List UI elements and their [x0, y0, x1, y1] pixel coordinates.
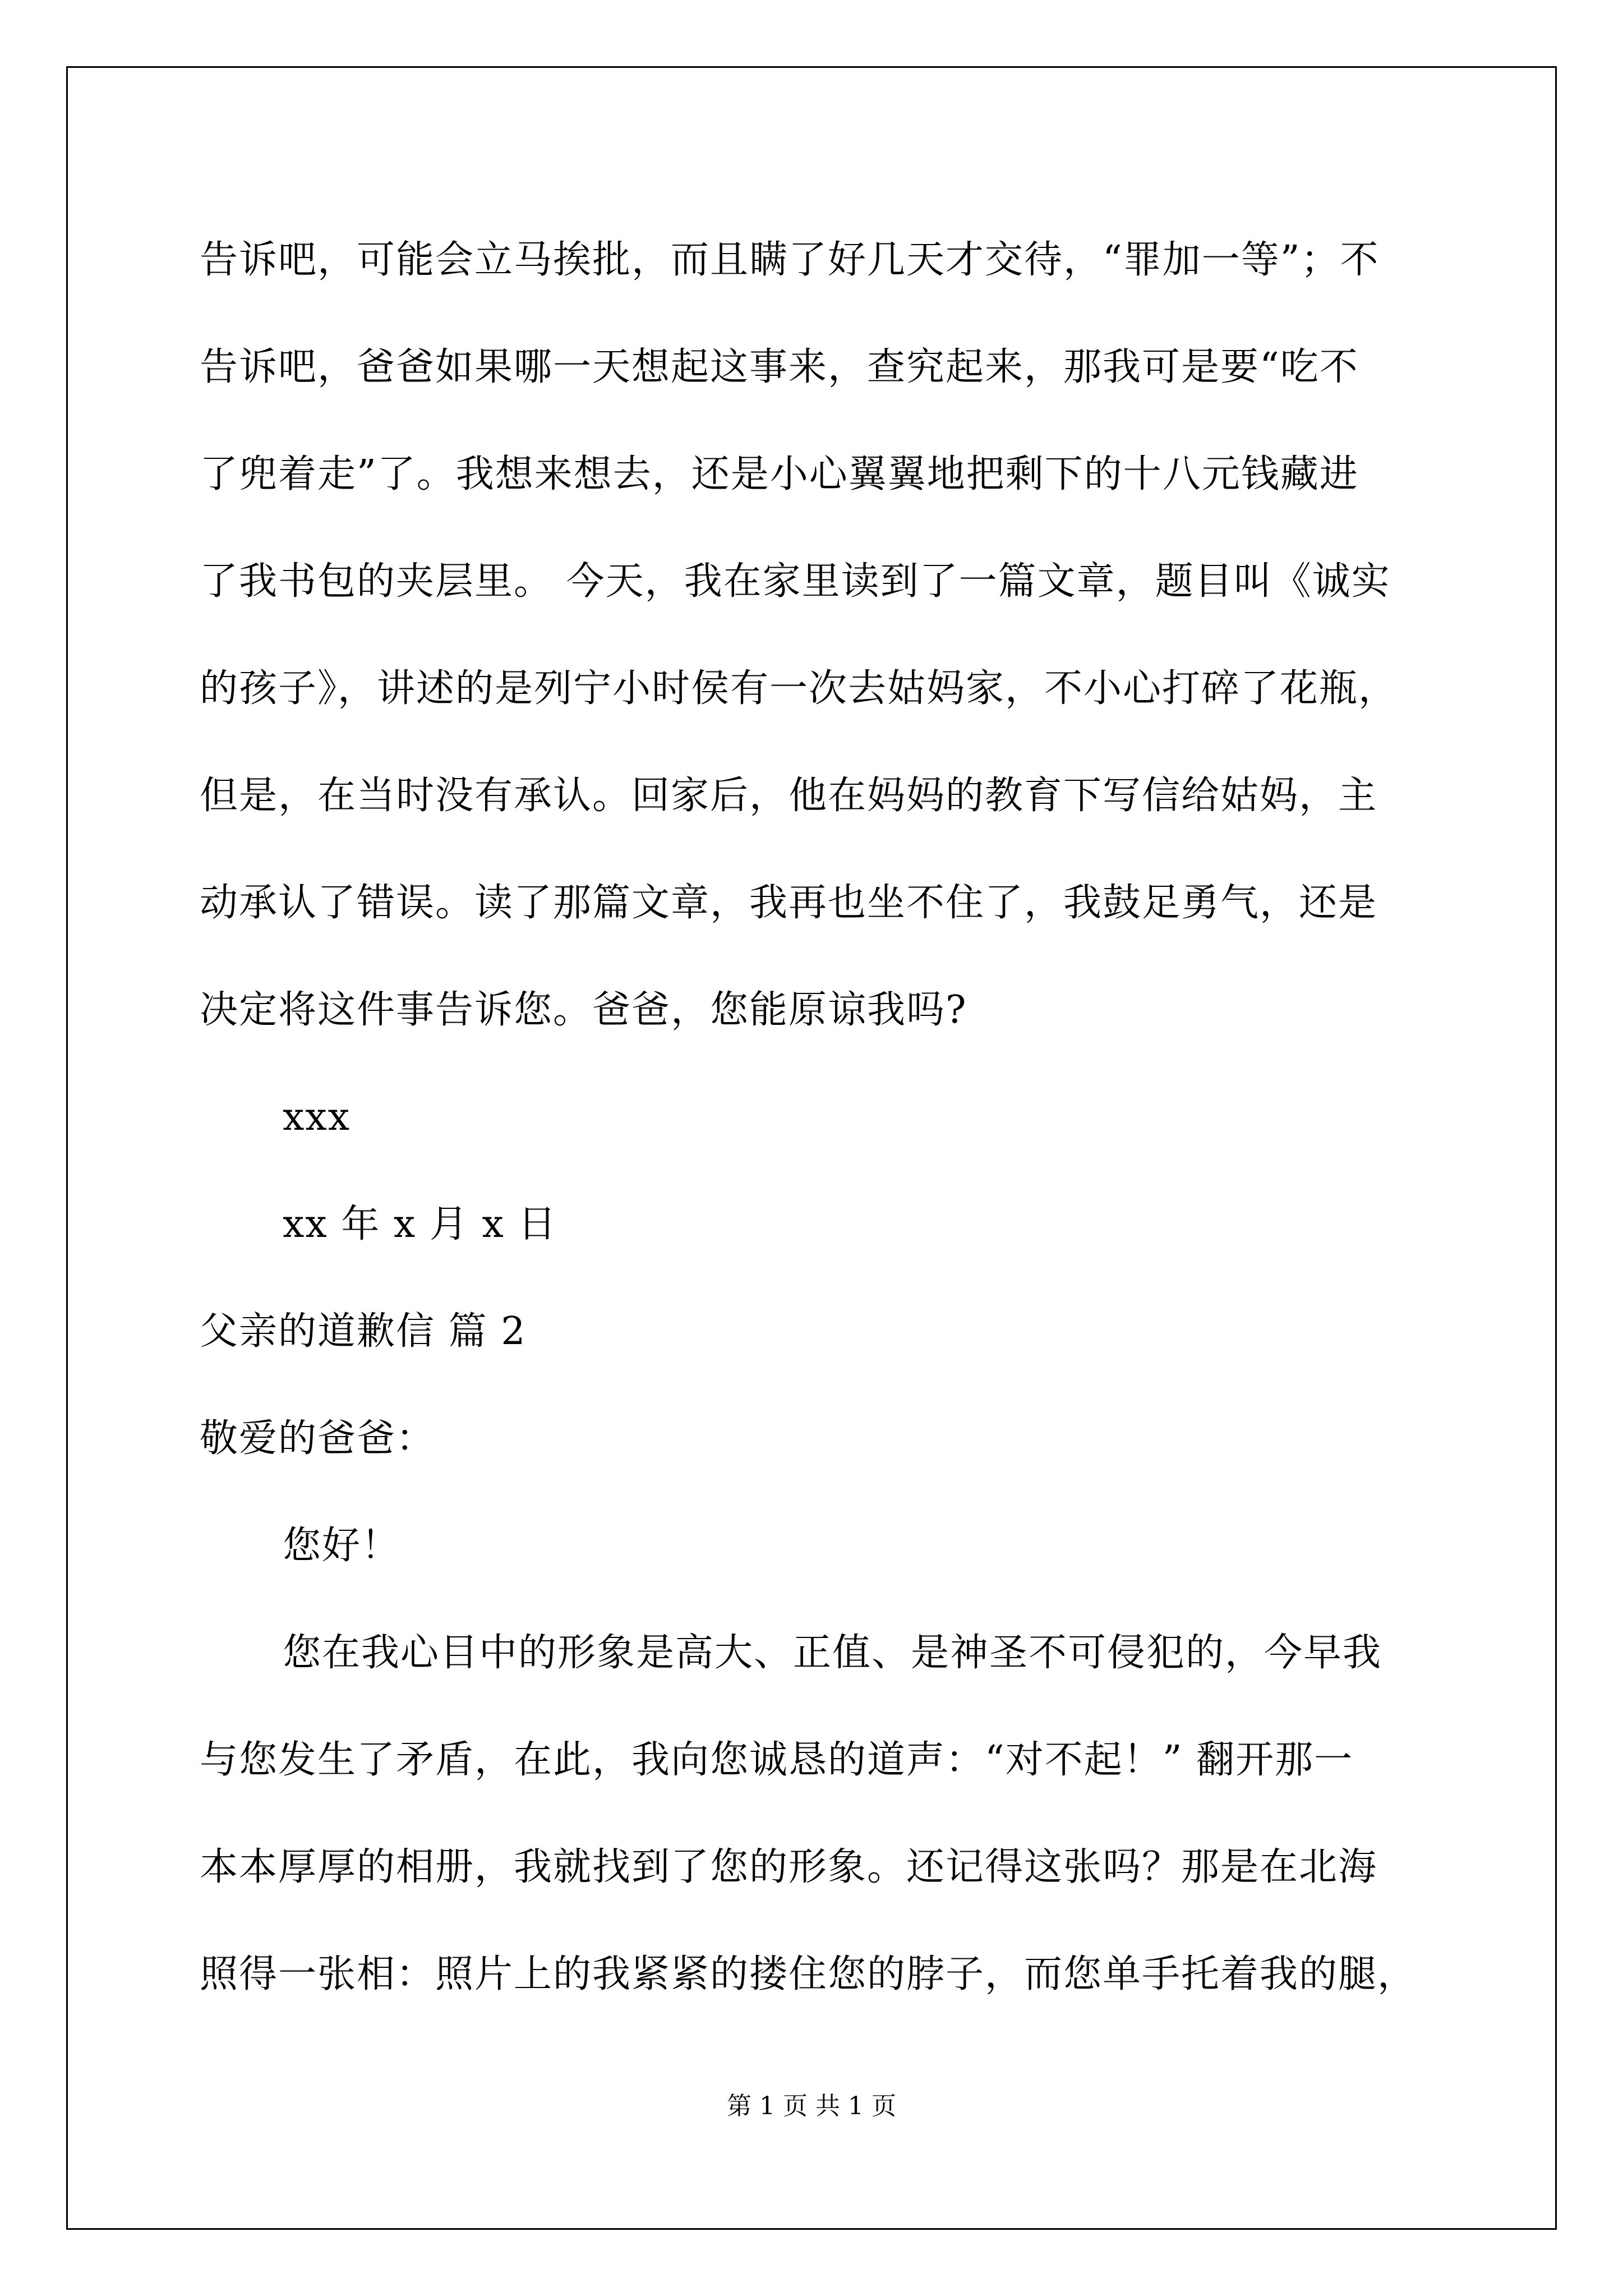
text-line-3: 了兜着走”了。我想来想去，还是小心翼翼地把剩下的十八元钱藏进	[200, 452, 1359, 496]
text-line-6: 但是，在当时没有承认。回家后，他在妈妈的教育下写信给姑妈，主	[200, 774, 1378, 818]
text-line-2: 告诉吧，爸爸如果哪一天想起这事来，查究起来，那我可是要“吃不	[200, 345, 1359, 389]
text-line-15: 与您发生了矛盾，在此，我向您诚恳的道声：“对不起！” 翻开那一	[200, 1738, 1354, 1782]
text-line-8: 决定将这件事告诉您。爸爸，您能原谅我吗?	[200, 988, 967, 1032]
text-line-14: 您在我心目中的形象是高大、正值、是神圣不可侵犯的，今早我	[283, 1631, 1382, 1675]
page-number-footer: 第 1 页 共 1 页	[727, 2092, 896, 2120]
text-line-7: 动承认了错误。读了那篇文章，我再也坐不住了，我鼓足勇气，还是	[200, 881, 1378, 925]
text-line-16: 本本厚厚的相册，我就找到了您的形象。还记得这张吗？那是在北海	[200, 1845, 1378, 1889]
text-line-17: 照得一张相：照片上的我紧紧的搂住您的脖子，而您单手托着我的腿，	[200, 1952, 1417, 1996]
salutation: 敬爱的爸爸：	[200, 1416, 436, 1461]
text-line-5: 的孩子》，讲述的是列宁小时侯有一次去姑妈家，不小心打碎了花瓶，	[200, 666, 1398, 711]
document-body	[200, 206, 1431, 2028]
text-line-4: 了我书包的夹层里。 今天，我在家里读到了一篇文章，题目叫《诚实	[200, 559, 1391, 604]
signature-name: xxx	[283, 1095, 351, 1139]
text-line-1: 告诉吧，可能会立马挨批，而且瞒了好几天才交待，“罪加一等”；不	[200, 238, 1380, 282]
signature-date: xx 年 x 月 x 日	[283, 1202, 557, 1246]
section-heading: 父亲的道歉信 篇 2	[200, 1309, 527, 1354]
greeting: 您好！	[283, 1524, 401, 1568]
